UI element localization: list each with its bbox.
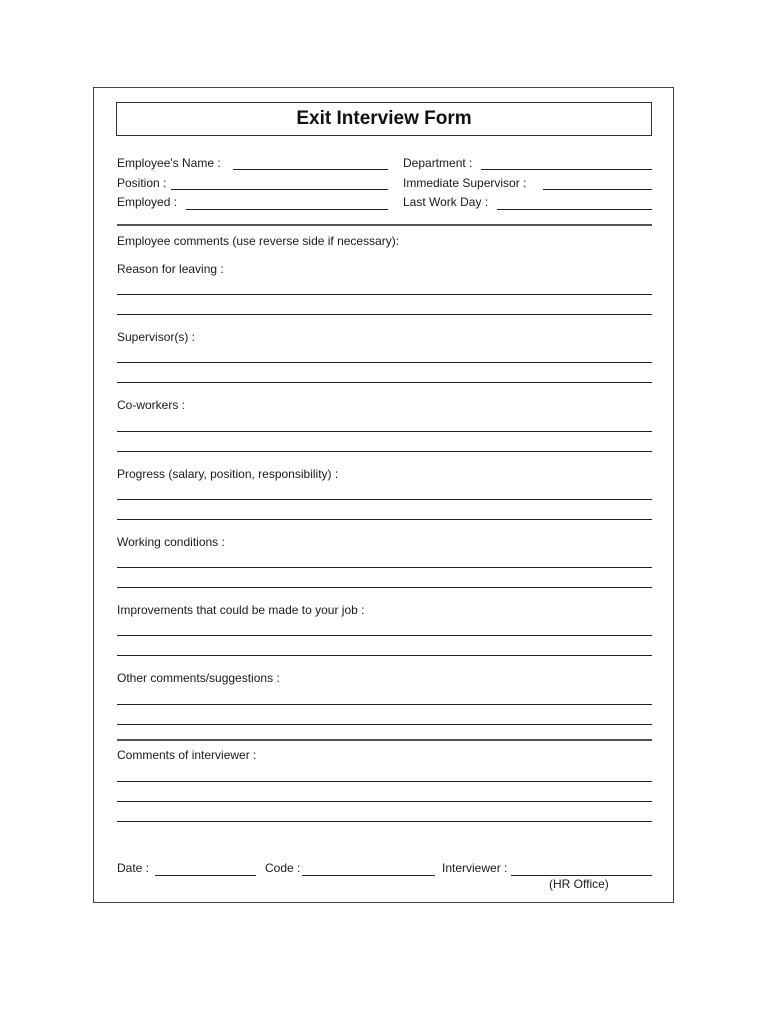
code-label: Code : xyxy=(265,861,301,875)
progress-label: Progress (salary, position, responsibility) : xyxy=(117,467,339,481)
supervisors-line[interactable] xyxy=(117,362,652,363)
other-comments-line[interactable] xyxy=(117,724,652,725)
supervisors-label: Supervisor(s) : xyxy=(117,330,196,344)
employee-name-label: Employee's Name : xyxy=(117,156,221,170)
interviewer-comments-line[interactable] xyxy=(117,801,652,802)
improvements-line[interactable] xyxy=(117,655,652,656)
employee-name-field[interactable] xyxy=(233,169,388,170)
working-conditions-line[interactable] xyxy=(117,567,652,568)
interviewer-comments-line[interactable] xyxy=(117,781,652,782)
hr-office-note: (HR Office) xyxy=(549,877,609,891)
position-label: Position : xyxy=(117,176,167,190)
department-label: Department : xyxy=(403,156,473,170)
code-field[interactable] xyxy=(302,875,435,876)
other-comments-label: Other comments/suggestions : xyxy=(117,671,280,685)
comments-intro: Employee comments (use reverse side if necessary): xyxy=(117,234,400,248)
interviewer-label: Interviewer : xyxy=(442,861,508,875)
interviewer-section-divider xyxy=(117,739,652,741)
interviewer-comments-label: Comments of interviewer : xyxy=(117,748,257,762)
immediate-supervisor-field[interactable] xyxy=(543,189,652,190)
other-comments-line[interactable] xyxy=(117,704,652,705)
coworkers-line[interactable] xyxy=(117,431,652,432)
interviewer-field[interactable] xyxy=(511,875,652,876)
date-label: Date : xyxy=(117,861,150,875)
reason-for-leaving-line[interactable] xyxy=(117,314,652,315)
interviewer-comments-line[interactable] xyxy=(117,821,652,822)
reason-for-leaving-label: Reason for leaving : xyxy=(117,262,224,276)
supervisors-line[interactable] xyxy=(117,382,652,383)
immediate-supervisor-label: Immediate Supervisor : xyxy=(403,176,527,190)
date-field[interactable] xyxy=(155,875,256,876)
working-conditions-line[interactable] xyxy=(117,587,652,588)
improvements-line[interactable] xyxy=(117,635,652,636)
reason-for-leaving-line[interactable] xyxy=(117,294,652,295)
position-field[interactable] xyxy=(171,189,388,190)
last-work-day-field[interactable] xyxy=(497,209,652,210)
improvements-label: Improvements that could be made to your job : xyxy=(117,603,365,617)
header-divider xyxy=(117,224,652,226)
progress-line[interactable] xyxy=(117,519,652,520)
form-title: Exit Interview Form xyxy=(116,102,652,136)
employed-label: Employed : xyxy=(117,195,178,209)
working-conditions-label: Working conditions : xyxy=(117,535,225,549)
last-work-day-label: Last Work Day : xyxy=(403,195,489,209)
department-field[interactable] xyxy=(481,169,652,170)
coworkers-line[interactable] xyxy=(117,451,652,452)
employed-field[interactable] xyxy=(186,209,388,210)
progress-line[interactable] xyxy=(117,499,652,500)
coworkers-label: Co-workers : xyxy=(117,398,186,412)
